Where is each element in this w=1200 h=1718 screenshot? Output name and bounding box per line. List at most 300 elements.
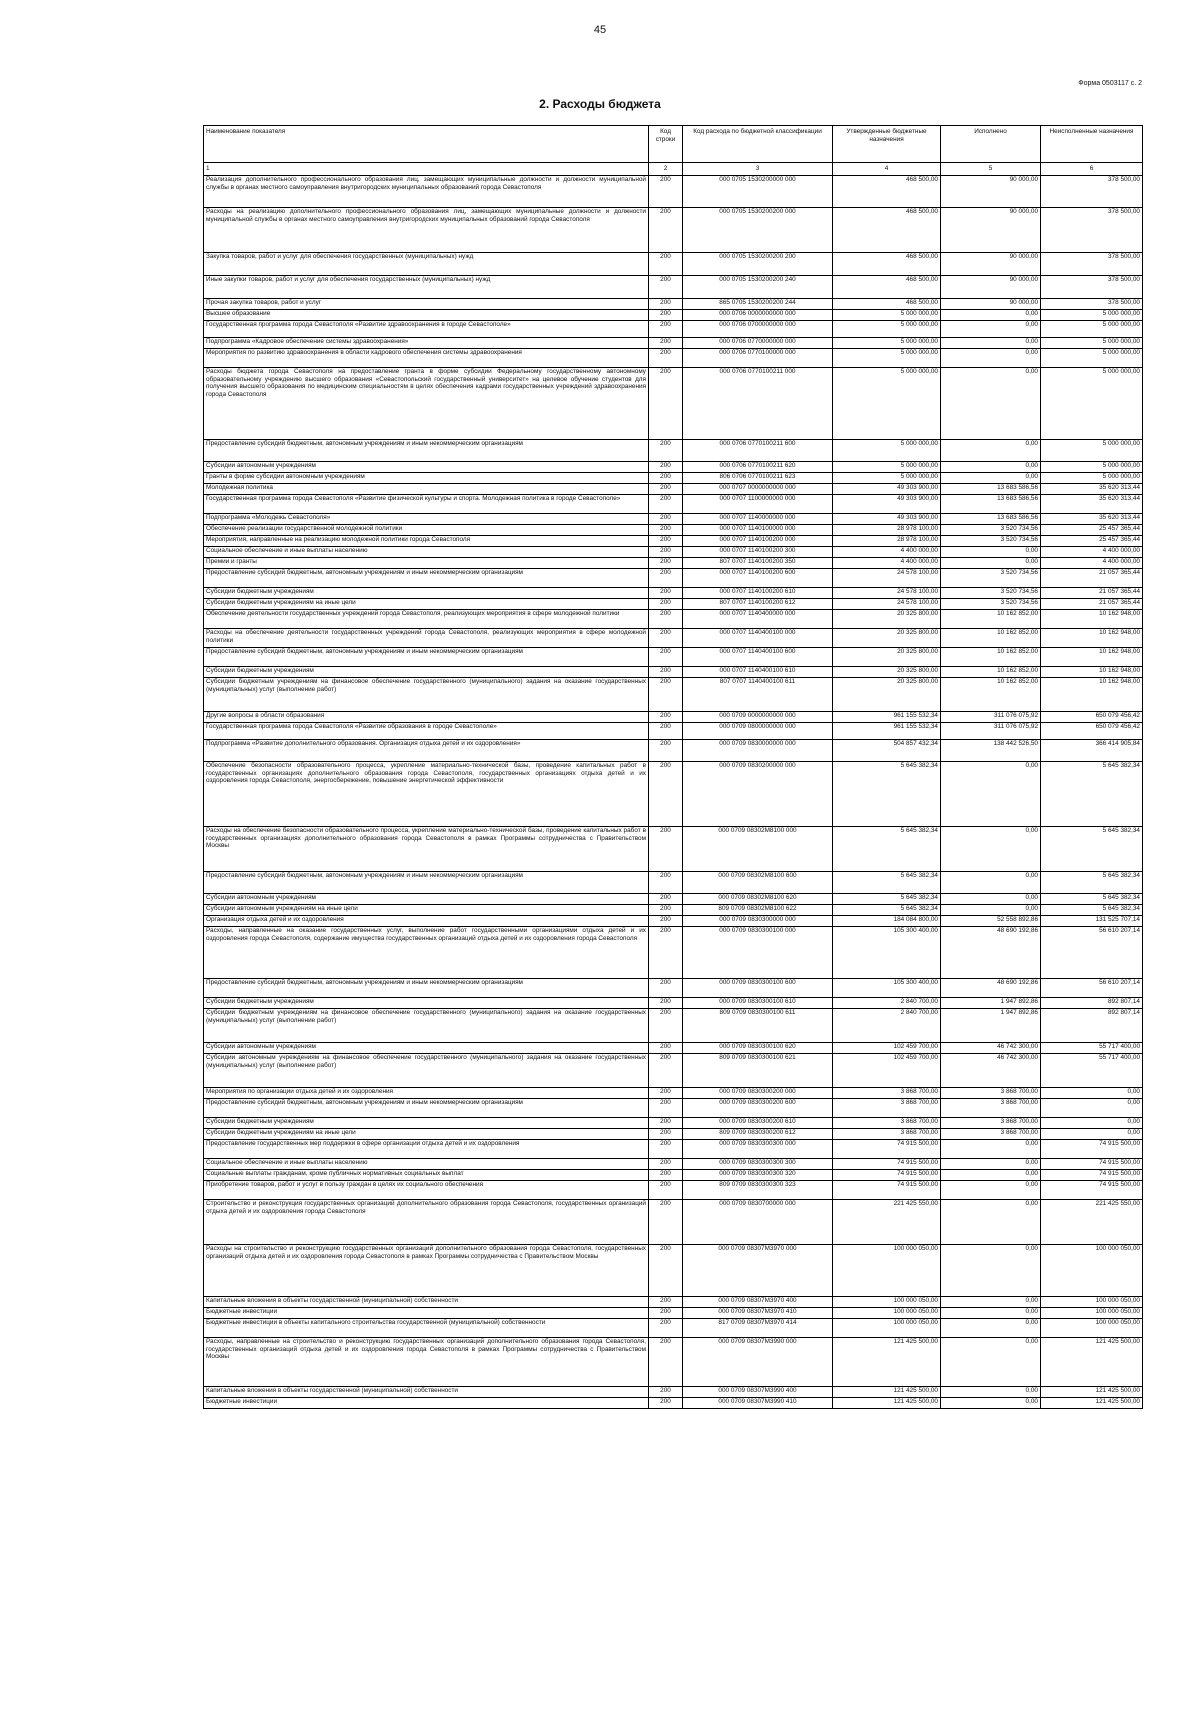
row-unexecuted: 131 525 707,14 (1041, 916, 1143, 927)
table-row (204, 894, 1143, 905)
row-line-code: 200 (649, 276, 683, 299)
row-classification-code: 000 0707 1140100200 600 (683, 569, 833, 588)
row-executed: 90 000,00 (941, 276, 1041, 299)
form-code: Форма 0503117 с. 2 (1078, 80, 1142, 87)
row-line-code: 200 (649, 905, 683, 916)
row-classification-code: 000 0705 1530200200 240 (683, 276, 833, 299)
table-row (204, 916, 1143, 927)
row-classification-code: 809 0709 0830300100 611 (683, 1009, 833, 1043)
row-executed: 13 683 586,56 (941, 484, 1041, 495)
table-row (204, 1200, 1143, 1245)
row-classification-code: 000 0709 0830300000 000 (683, 916, 833, 927)
row-name: Предоставление субсидий бюджетным, автономным учреждениям и иным некоммерческим организациям (204, 648, 649, 667)
row-name: Предоставление субсидий бюджетным, автономным учреждениям и иным некоммерческим организациям (204, 979, 649, 998)
table-row (204, 1387, 1143, 1398)
row-name: Расходы, направленные на строительство и реконструкцию государственных организаций дополнительного образования города Севастополя, государственных организаций отдыха детей и их оздоровления города Севастополя в рамках Программы сотрудничества с Правительством Москвы (204, 1338, 649, 1387)
table-row (204, 629, 1143, 648)
row-line-code: 200 (649, 1181, 683, 1200)
table-row (204, 610, 1143, 629)
row-line-code: 200 (649, 1140, 683, 1159)
row-unexecuted: 21 057 365,44 (1041, 569, 1143, 588)
row-classification-code: 000 0706 0770000000 000 (683, 338, 833, 349)
row-line-code: 200 (649, 440, 683, 462)
row-line-code: 200 (649, 462, 683, 473)
row-approved: 5 645 382,34 (833, 894, 941, 905)
table-row (204, 1088, 1143, 1099)
row-line-code: 200 (649, 667, 683, 678)
row-classification-code: 000 0709 08307М3970 400 (683, 1297, 833, 1308)
row-approved: 74 915 500,00 (833, 1181, 941, 1200)
row-name: Молодежная политика (204, 484, 649, 495)
row-executed: 0,00 (941, 1319, 1041, 1338)
row-executed: 0,00 (941, 872, 1041, 894)
row-approved: 3 868 700,00 (833, 1088, 941, 1099)
row-unexecuted: 121 425 500,00 (1041, 1398, 1143, 1409)
row-classification-code: 000 0709 0800000000 000 (683, 723, 833, 740)
row-classification-code: 000 0707 1140400100 000 (683, 629, 833, 648)
row-unexecuted: 10 162 948,00 (1041, 678, 1143, 712)
row-executed: 0,00 (941, 905, 1041, 916)
table-row (204, 1118, 1143, 1129)
row-name: Субсидии бюджетным учреждениям на иные цели (204, 1129, 649, 1140)
row-unexecuted: 35 620 313,44 (1041, 495, 1143, 514)
row-name: Реализация дополнительного профессионального образования лиц, замещающих муниципальные должности и должности муниципальной службы в органах местного самоуправления внутригородских муниципальных образований города Севастополя (204, 176, 649, 208)
row-name: Предоставление субсидий бюджетным, автономным учреждениям и иным некоммерческим организациям (204, 440, 649, 462)
row-approved: 74 915 500,00 (833, 1140, 941, 1159)
row-unexecuted: 74 915 500,00 (1041, 1181, 1143, 1200)
row-classification-code: 000 0709 0830200000 000 (683, 762, 833, 827)
row-unexecuted: 121 425 500,00 (1041, 1338, 1143, 1387)
table-row (204, 1338, 1143, 1387)
column-number: 5 (941, 163, 1041, 176)
table-row (204, 648, 1143, 667)
row-approved: 5 000 000,00 (833, 338, 941, 349)
row-approved: 961 155 532,34 (833, 712, 941, 723)
section-title: 2. Расходы бюджета (539, 97, 661, 111)
table-row (204, 1129, 1143, 1140)
table-row (204, 569, 1143, 588)
row-approved: 100 000 050,00 (833, 1319, 941, 1338)
row-approved: 2 840 700,00 (833, 1009, 941, 1043)
row-unexecuted: 74 915 500,00 (1041, 1140, 1143, 1159)
row-classification-code: 000 0709 08307М3970 410 (683, 1308, 833, 1319)
table-row (204, 1099, 1143, 1118)
row-unexecuted: 378 500,00 (1041, 299, 1143, 310)
row-line-code: 200 (649, 321, 683, 338)
row-name: Премии и гранты (204, 558, 649, 569)
row-executed: 3 520 734,56 (941, 536, 1041, 547)
row-approved: 2 840 700,00 (833, 998, 941, 1009)
row-executed: 46 742 300,00 (941, 1054, 1041, 1088)
row-classification-code: 000 0706 0000000000 000 (683, 310, 833, 321)
table-row (204, 208, 1143, 253)
row-line-code: 200 (649, 894, 683, 905)
row-unexecuted: 378 500,00 (1041, 176, 1143, 208)
row-name: Мероприятия по организации отдыха детей и их оздоровления (204, 1088, 649, 1099)
row-approved: 100 000 050,00 (833, 1297, 941, 1308)
row-executed: 10 162 852,00 (941, 678, 1041, 712)
row-approved: 468 500,00 (833, 276, 941, 299)
row-classification-code: 809 0709 0830300200 612 (683, 1129, 833, 1140)
row-classification-code: 000 0709 0830700000 000 (683, 1200, 833, 1245)
row-executed: 10 162 852,00 (941, 648, 1041, 667)
row-unexecuted: 5 645 382,34 (1041, 762, 1143, 827)
row-classification-code: 000 0709 0830300100 600 (683, 979, 833, 998)
row-classification-code: 865 0705 1530200200 244 (683, 299, 833, 310)
row-name: Подпрограмма «Кадровое обеспечение системы здравоохранения» (204, 338, 649, 349)
row-executed: 90 000,00 (941, 299, 1041, 310)
row-approved: 121 425 500,00 (833, 1338, 941, 1387)
row-line-code: 200 (649, 514, 683, 525)
row-approved: 49 303 900,00 (833, 484, 941, 495)
row-executed: 13 683 586,56 (941, 514, 1041, 525)
table-row (204, 321, 1143, 338)
row-name: Субсидии автономным учреждениям (204, 894, 649, 905)
row-name: Расходы на обеспечение деятельности государственных учреждений города Севастополя, реализующих мероприятия в сфере молодежной политики (204, 629, 649, 648)
table-row (204, 440, 1143, 462)
row-classification-code: 000 0706 0770100211 600 (683, 440, 833, 462)
table-row (204, 462, 1143, 473)
row-approved: 221 425 550,00 (833, 1200, 941, 1245)
row-executed: 0,00 (941, 440, 1041, 462)
row-executed: 3 520 734,56 (941, 569, 1041, 588)
row-unexecuted: 0,00 (1041, 1129, 1143, 1140)
row-unexecuted: 5 000 000,00 (1041, 462, 1143, 473)
column-number-row (204, 163, 1143, 176)
row-approved: 5 000 000,00 (833, 473, 941, 484)
row-line-code: 200 (649, 473, 683, 484)
column-number: 6 (1041, 163, 1143, 176)
table-row (204, 1140, 1143, 1159)
row-line-code: 200 (649, 872, 683, 894)
table-row (204, 1159, 1143, 1170)
table-row (204, 712, 1143, 723)
table-row (204, 588, 1143, 599)
table-row (204, 536, 1143, 547)
row-approved: 20 325 800,00 (833, 667, 941, 678)
row-unexecuted: 5 645 382,34 (1041, 894, 1143, 905)
table-row (204, 176, 1143, 208)
row-name: Прочая закупка товаров, работ и услуг (204, 299, 649, 310)
row-executed: 1 947 892,86 (941, 1009, 1041, 1043)
row-executed: 0,00 (941, 462, 1041, 473)
row-approved: 4 400 000,00 (833, 558, 941, 569)
row-classification-code: 809 0709 0830300100 621 (683, 1054, 833, 1088)
row-approved: 20 325 800,00 (833, 629, 941, 648)
row-approved: 4 400 000,00 (833, 547, 941, 558)
row-unexecuted: 0,00 (1041, 1099, 1143, 1118)
row-classification-code: 000 0709 0830300200 000 (683, 1088, 833, 1099)
row-name: Бюджетные инвестиции в объекты капитального строительства государственной (муниципальной) собственности (204, 1319, 649, 1338)
row-line-code: 200 (649, 1118, 683, 1129)
row-unexecuted: 378 500,00 (1041, 276, 1143, 299)
row-name: Расходы на обеспечение безопасности образовательного процесса, укрепление материально-технической базы, проведение капитальных работ в государственных организациях дополнительного образования города Севастополя в рамках Программы сотрудничества с Правительством Москвы (204, 827, 649, 872)
table-row (204, 827, 1143, 872)
row-name: Капитальные вложения в объекты государственной (муниципальной) собственности (204, 1297, 649, 1308)
row-line-code: 200 (649, 495, 683, 514)
row-name: Расходы, направленные на оказание государственных услуг, выполнение работ государственными организациями отдыха детей и их оздоровления города Севастополя, содержание имущества государственных организаций отдыха детей и их оздоровления города Севастополя (204, 927, 649, 979)
row-line-code: 200 (649, 678, 683, 712)
row-line-code: 200 (649, 712, 683, 723)
row-classification-code: 000 0709 0830300300 300 (683, 1159, 833, 1170)
row-name: Субсидии бюджетным учреждениям (204, 1118, 649, 1129)
row-classification-code: 000 0707 1140000000 000 (683, 514, 833, 525)
row-executed: 0,00 (941, 1297, 1041, 1308)
row-approved: 20 325 800,00 (833, 678, 941, 712)
row-unexecuted: 35 620 313,44 (1041, 484, 1143, 495)
table-row (204, 276, 1143, 299)
row-classification-code: 000 0705 1530200200 200 (683, 253, 833, 276)
row-name: Строительство и реконструкция государственных организаций дополнительного образования города Севастополя, государственных организаций отдыха детей и их оздоровления города Севастополя (204, 1200, 649, 1245)
row-unexecuted: 5 645 382,34 (1041, 827, 1143, 872)
row-line-code: 200 (649, 569, 683, 588)
row-approved: 5 000 000,00 (833, 462, 941, 473)
row-approved: 49 303 900,00 (833, 514, 941, 525)
table-row (204, 1181, 1143, 1200)
row-executed: 0,00 (941, 1200, 1041, 1245)
table-body (204, 176, 1143, 1409)
row-line-code: 200 (649, 979, 683, 998)
row-name: Обеспечение безопасности образовательного процесса, укрепление материально-технической базы, проведение капитальных работ в государственных организациях дополнительного образования города Севастополя, государственных организациях отдыха детей и их оздоровления города Севастополя, энергосбережение, повышение энергетической эффективности (204, 762, 649, 827)
row-classification-code: 000 0707 1140400100 610 (683, 667, 833, 678)
row-name: Гранты в форме субсидии автономным учреждениям (204, 473, 649, 484)
row-executed: 10 162 852,00 (941, 667, 1041, 678)
row-approved: 102 459 700,00 (833, 1043, 941, 1054)
header-executed: Исполнено (941, 126, 1041, 163)
row-executed: 3 520 734,56 (941, 599, 1041, 610)
row-approved: 5 000 000,00 (833, 349, 941, 368)
column-number: 1 (204, 163, 649, 176)
row-classification-code: 000 0705 1530200000 000 (683, 176, 833, 208)
table-row (204, 338, 1143, 349)
row-executed: 0,00 (941, 1159, 1041, 1170)
row-unexecuted: 100 000 050,00 (1041, 1297, 1143, 1308)
page-number: 45 (593, 24, 607, 36)
row-name: Бюджетные инвестиции (204, 1398, 649, 1409)
header-approved: Утвержденные бюджетные назначения (833, 126, 941, 163)
row-line-code: 200 (649, 253, 683, 276)
row-executed: 0,00 (941, 558, 1041, 569)
row-executed: 52 558 892,86 (941, 916, 1041, 927)
row-approved: 20 325 800,00 (833, 610, 941, 629)
row-unexecuted: 21 057 365,44 (1041, 588, 1143, 599)
row-approved: 105 300 400,00 (833, 927, 941, 979)
row-line-code: 200 (649, 525, 683, 536)
row-line-code: 200 (649, 998, 683, 1009)
row-name: Субсидии автономным учреждениям на иные цели (204, 905, 649, 916)
row-line-code: 200 (649, 299, 683, 310)
table-row (204, 1308, 1143, 1319)
row-classification-code: 000 0709 0830300300 000 (683, 1140, 833, 1159)
row-executed: 3 520 734,56 (941, 588, 1041, 599)
row-line-code: 200 (649, 1398, 683, 1409)
row-classification-code: 000 0707 1100000000 000 (683, 495, 833, 514)
row-line-code: 200 (649, 349, 683, 368)
row-executed: 0,00 (941, 1308, 1041, 1319)
row-line-code: 200 (649, 648, 683, 667)
row-executed: 0,00 (941, 1387, 1041, 1398)
row-name: Субсидии бюджетным учреждениям на финансовое обеспечение государственного (муниципального) задания на оказание государственных (муниципальных) услуг (выполнение работ) (204, 1009, 649, 1043)
row-unexecuted: 4 400 000,00 (1041, 547, 1143, 558)
row-approved: 121 425 500,00 (833, 1398, 941, 1409)
row-classification-code: 817 0709 08307М3970 414 (683, 1319, 833, 1338)
table-row (204, 558, 1143, 569)
row-unexecuted: 10 162 948,00 (1041, 667, 1143, 678)
row-unexecuted: 74 915 500,00 (1041, 1170, 1143, 1181)
row-classification-code: 000 0709 0830300100 610 (683, 998, 833, 1009)
table-row (204, 253, 1143, 276)
row-unexecuted: 100 000 050,00 (1041, 1245, 1143, 1297)
row-name: Субсидии автономным учреждениям (204, 1043, 649, 1054)
row-unexecuted: 56 610 207,14 (1041, 979, 1143, 998)
table-row (204, 1297, 1143, 1308)
row-name: Субсидии бюджетным учреждениям на иные цели (204, 599, 649, 610)
row-name: Иные закупки товаров, работ и услуг для обеспечения государственных (муниципальных) нужд (204, 276, 649, 299)
row-name: Предоставление субсидий бюджетным, автономным учреждениям и иным некоммерческим организациям (204, 872, 649, 894)
row-unexecuted: 100 000 050,00 (1041, 1319, 1143, 1338)
row-classification-code: 000 0705 1530200200 000 (683, 208, 833, 253)
row-classification-code: 000 0709 0830300200 600 (683, 1099, 833, 1118)
table-row (204, 299, 1143, 310)
row-classification-code: 000 0709 0830300100 620 (683, 1043, 833, 1054)
table-row (204, 495, 1143, 514)
table-row (204, 723, 1143, 740)
row-executed: 0,00 (941, 338, 1041, 349)
row-unexecuted: 366 414 905,84 (1041, 740, 1143, 762)
row-unexecuted: 221 425 550,00 (1041, 1200, 1143, 1245)
row-unexecuted: 10 162 948,00 (1041, 629, 1143, 648)
row-unexecuted: 378 500,00 (1041, 208, 1143, 253)
row-approved: 961 155 532,34 (833, 723, 941, 740)
column-number: 3 (683, 163, 833, 176)
table-row (204, 1319, 1143, 1338)
row-line-code: 200 (649, 536, 683, 547)
row-classification-code: 000 0709 0830000000 000 (683, 740, 833, 762)
row-approved: 24 578 100,00 (833, 588, 941, 599)
row-line-code: 200 (649, 338, 683, 349)
row-name: Государственная программа города Севастополя «Развитие образования в городе Севастополе» (204, 723, 649, 740)
row-name: Субсидии автономным учреждениям (204, 462, 649, 473)
header-indicator-name: Наименование показателя (204, 126, 649, 163)
row-line-code: 200 (649, 723, 683, 740)
column-number: 2 (649, 163, 683, 176)
row-approved: 20 325 800,00 (833, 648, 941, 667)
row-unexecuted: 378 500,00 (1041, 253, 1143, 276)
row-unexecuted: 55 717 400,00 (1041, 1054, 1143, 1088)
row-name: Социальные выплаты гражданам, кроме публичных нормативных социальных выплат (204, 1170, 649, 1181)
row-approved: 3 868 700,00 (833, 1099, 941, 1118)
row-approved: 468 500,00 (833, 176, 941, 208)
row-line-code: 200 (649, 588, 683, 599)
row-line-code: 200 (649, 1170, 683, 1181)
row-name: Обеспечение реализации государственной молодежной политики (204, 525, 649, 536)
row-unexecuted: 10 162 948,00 (1041, 610, 1143, 629)
table-row (204, 762, 1143, 827)
row-name: Предоставление государственных мер поддержки в сфере организации отдыха детей и их оздоровления (204, 1140, 649, 1159)
row-unexecuted: 74 915 500,00 (1041, 1159, 1143, 1170)
row-approved: 24 578 100,00 (833, 569, 941, 588)
row-classification-code: 000 0709 0830300300 320 (683, 1170, 833, 1181)
row-unexecuted: 5 000 000,00 (1041, 310, 1143, 321)
row-approved: 28 978 100,00 (833, 525, 941, 536)
row-line-code: 200 (649, 1245, 683, 1297)
row-unexecuted: 0,00 (1041, 1088, 1143, 1099)
row-unexecuted: 100 000 050,00 (1041, 1308, 1143, 1319)
row-unexecuted: 5 000 000,00 (1041, 368, 1143, 440)
row-executed: 311 076 075,92 (941, 712, 1041, 723)
row-classification-code: 000 0706 0770100000 000 (683, 349, 833, 368)
table-row (204, 1009, 1143, 1043)
row-line-code: 200 (649, 740, 683, 762)
row-approved: 102 459 700,00 (833, 1054, 941, 1088)
row-executed: 0,00 (941, 473, 1041, 484)
table-row (204, 1245, 1143, 1297)
row-approved: 468 500,00 (833, 299, 941, 310)
row-line-code: 200 (649, 484, 683, 495)
row-approved: 5 000 000,00 (833, 368, 941, 440)
table-row (204, 872, 1143, 894)
row-classification-code: 000 0709 08302М8100 620 (683, 894, 833, 905)
row-name: Бюджетные инвестиции (204, 1308, 649, 1319)
row-classification-code: 000 0709 08307М3990 400 (683, 1387, 833, 1398)
column-number: 4 (833, 163, 941, 176)
row-line-code: 200 (649, 1319, 683, 1338)
row-line-code: 200 (649, 1308, 683, 1319)
row-classification-code: 000 0706 0770100211 000 (683, 368, 833, 440)
row-approved: 100 000 050,00 (833, 1308, 941, 1319)
row-executed: 46 742 300,00 (941, 1043, 1041, 1054)
table-row (204, 740, 1143, 762)
row-classification-code: 000 0709 08307М3970 000 (683, 1245, 833, 1297)
row-approved: 49 303 900,00 (833, 495, 941, 514)
row-unexecuted: 5 000 000,00 (1041, 338, 1143, 349)
row-line-code: 200 (649, 1338, 683, 1387)
row-name: Субсидии бюджетным учреждениям (204, 667, 649, 678)
row-executed: 0,00 (941, 368, 1041, 440)
row-classification-code: 809 0709 0830300300 323 (683, 1181, 833, 1200)
row-approved: 74 915 500,00 (833, 1159, 941, 1170)
row-executed: 13 683 586,56 (941, 495, 1041, 514)
row-unexecuted: 55 717 400,00 (1041, 1043, 1143, 1054)
row-approved: 504 857 432,34 (833, 740, 941, 762)
row-executed: 3 868 700,00 (941, 1099, 1041, 1118)
row-executed: 0,00 (941, 1398, 1041, 1409)
row-name: Субсидии бюджетным учреждениям на финансовое обеспечение государственного (муниципального) задания на оказание государственных (муниципальных) услуг (выполнение работ) (204, 678, 649, 712)
row-classification-code: 000 0707 1140100200 300 (683, 547, 833, 558)
row-approved: 468 500,00 (833, 208, 941, 253)
row-executed: 10 162 852,00 (941, 629, 1041, 648)
row-line-code: 200 (649, 1099, 683, 1118)
row-unexecuted: 56 610 207,14 (1041, 927, 1143, 979)
row-approved: 28 978 100,00 (833, 536, 941, 547)
row-approved: 5 645 382,34 (833, 905, 941, 916)
row-name: Организация отдыха детей и их оздоровления (204, 916, 649, 927)
row-classification-code: 000 0709 08307М3990 410 (683, 1398, 833, 1409)
row-line-code: 200 (649, 547, 683, 558)
row-executed: 311 076 075,92 (941, 723, 1041, 740)
row-executed: 0,00 (941, 894, 1041, 905)
header-unexecuted: Неисполненные назначения (1041, 126, 1143, 163)
row-executed: 48 690 192,86 (941, 927, 1041, 979)
row-classification-code: 807 0707 1140400100 611 (683, 678, 833, 712)
row-name: Мероприятия по развитию здравоохранения в области кадрового обеспечения системы здравоохранения (204, 349, 649, 368)
row-unexecuted: 25 457 365,44 (1041, 525, 1143, 536)
table-row (204, 514, 1143, 525)
table-row (204, 998, 1143, 1009)
row-executed: 0,00 (941, 321, 1041, 338)
row-approved: 100 000 050,00 (833, 1245, 941, 1297)
row-executed: 0,00 (941, 1245, 1041, 1297)
